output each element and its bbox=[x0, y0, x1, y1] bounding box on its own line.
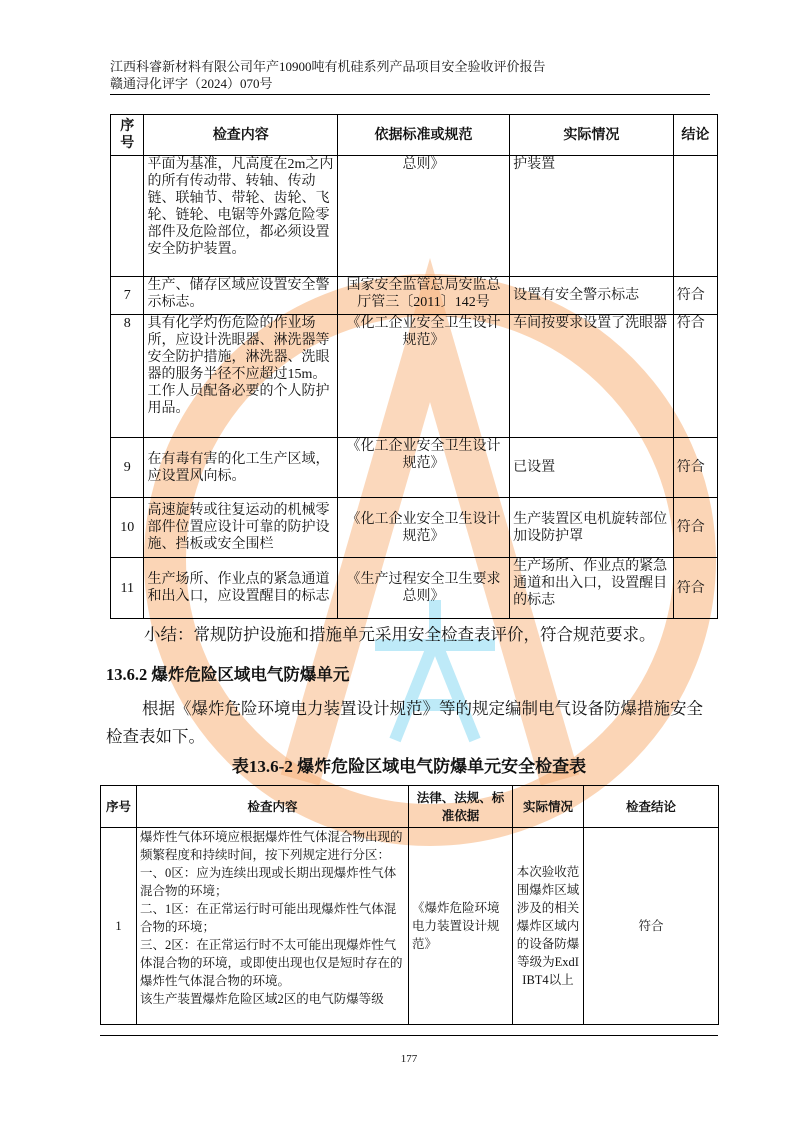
table-row: 1 爆炸性气体环境应根据爆炸性气体混合物出现的频繁程度和持续时间，按下列规定进行分区： 一、0区：应为连续出现或长期出现爆炸性气体混合物的环境； 二、1区：在正常运行时可能出现爆炸性气体混合物的环境； 三、2区：在正常运行时不太可能出现爆炸性气体混合物的环境，或即使出现也仅是短时存在的爆炸性气体混合物的环境。 该生产装置爆炸危险区域2区的电气防爆等级 《爆炸危险环境电力装置设计规范》 本次验收范围爆炸区域涉及的相关爆炸区域内的设备防爆等级为ExdIIBT4以上 符合 bbox=[101, 828, 719, 1025]
intro-paragraph: 根据《爆炸危险环境电力装置设计规范》等的规定编制电气设备防爆措施安全检查表如下。 bbox=[106, 699, 703, 746]
col-header-actual: 实际情况 bbox=[510, 115, 674, 156]
col-header-result: 结论 bbox=[673, 115, 717, 156]
table-row: 平面为基准，凡高度在2m之内的所有传动带、转轴、传动链、联轴节、带轮、齿轮、飞轮、链轮、电锯等外露危险零部件及危险部位，都必须设置安全防护装置。 总则》 护装置 bbox=[111, 156, 718, 277]
col-header-content: 检查内容 bbox=[144, 115, 338, 156]
summary-text: 小结：常规防护设施和措施单元采用安全检查表评价，符合规范要求。 bbox=[144, 625, 656, 644]
table-caption: 表13.6-2 爆炸危险区域电气防爆单元安全检查表 bbox=[231, 757, 587, 776]
col-header-no: 序号 bbox=[101, 786, 137, 828]
table-row: 10 高速旋转或往复运动的机械零部件位置应设计可靠的防护设施、挡板或安全围栏 《化工企业安全卫生设计规范》 生产装置区电机旋转部位加设防护罩 符合 bbox=[111, 498, 718, 558]
col-header-basis: 依据标准或规范 bbox=[338, 115, 510, 156]
table-row: 9 在有毒有害的化工生产区域，应设置风向标。 《化工企业安全卫生设计规范》 已设置 符合 bbox=[111, 438, 718, 498]
page-number: 177 bbox=[400, 1053, 418, 1065]
section-heading: 13.6.2 爆炸危险区域电气防爆单元 bbox=[106, 665, 350, 684]
col-header-actual: 实际情况 bbox=[513, 786, 584, 828]
col-header-no: 序号 bbox=[111, 115, 144, 156]
page-header bbox=[110, 58, 710, 95]
header-report-number: 赣通浔化评字（2024）070号 bbox=[110, 76, 273, 91]
table-row: 11 生产场所、作业点的紧急通道和出入口，应设置醒目的标志 《生产过程安全卫生要求总则》 生产场所、作业点的紧急通道和出入口，设置醒目的标志 符合 bbox=[111, 558, 718, 619]
safety-checklist-table-2 bbox=[100, 785, 719, 1025]
footer-divider bbox=[100, 1035, 718, 1036]
table-row: 7 生产、储存区域应设置安全警示标志。 国家安全监管总局安监总厅管三〔2011〕142号 设置有安全警示标志 符合 bbox=[111, 277, 718, 315]
col-header-basis: 法律、法规、标准依据 bbox=[409, 786, 513, 828]
table-row: 8 具有化学灼伤危险的作业场所，应设计洗眼器、淋洗器等安全防护措施，淋洗器、洗眼器的服务半径不应超过15m。工作人员配备必要的个人防护用品。 《化工企业安全卫生设计规范》 车间按要求设置了洗眼器 符合 bbox=[111, 315, 718, 438]
col-header-content: 检查内容 bbox=[137, 786, 409, 828]
header-report-title: 江西科睿新材料有限公司年产10900吨有机硅系列产品项目安全验收评价报告 bbox=[110, 59, 546, 74]
col-header-result: 检查结论 bbox=[584, 786, 719, 828]
safety-checklist-table-1 bbox=[110, 114, 718, 619]
